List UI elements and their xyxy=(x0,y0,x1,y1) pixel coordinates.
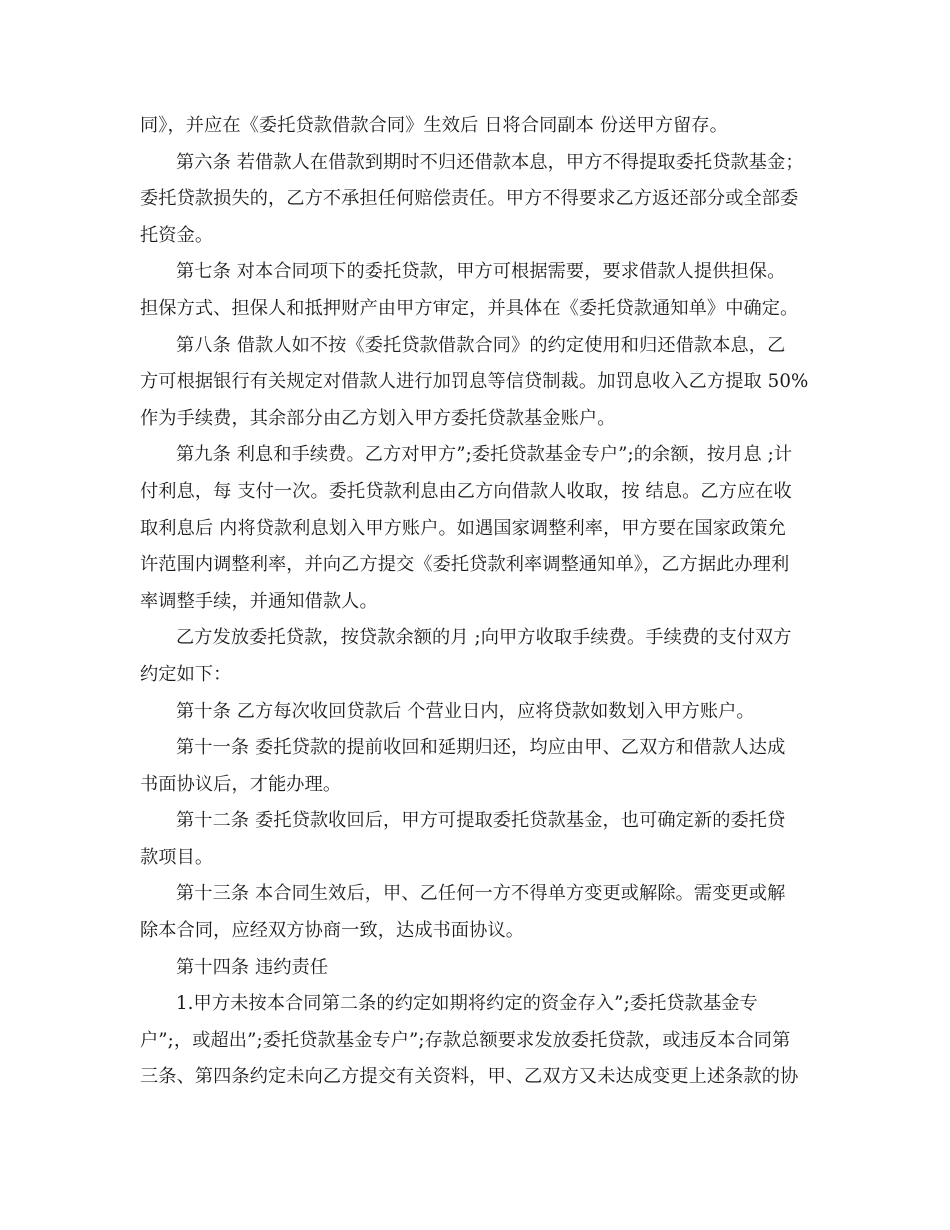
text-line: 担保方式、担保人和抵押财产由甲方审定，并具体在《委托贷款通知单》中确定。 xyxy=(140,297,799,319)
contract-body xyxy=(140,108,812,1096)
text-line: 户”;，或超出”;委托贷款基金专户”;存款总额要求发放委托贷款，或违反本合同第 xyxy=(140,1029,791,1051)
text-line: 方可根据银行有关规定对借款人进行加罚息等信贷制裁。加罚息收入乙方提取 50% xyxy=(140,371,809,393)
text-line: 同》，并应在《委托贷款借款合同》生效后 日将合同副本 份送甲方留存。 xyxy=(140,115,728,136)
text-line: 约定如下： xyxy=(140,663,232,685)
text-line: 取利息后 内将贷款利息划入甲方账户。如遇国家调整利率，甲方要在国家政策允 xyxy=(140,517,786,539)
text-line: 许范围内调整利率，并向乙方提交《委托贷款利率调整通知单》，乙方据此办理利 xyxy=(140,554,790,576)
text-line: 第十三条 本合同生效后，甲、乙任何一方不得单方变更或解除。需变更或解 xyxy=(176,883,786,905)
text-line: 率调整手续，并通知借款人。 xyxy=(140,590,378,612)
text-line: 委托贷款损失的，乙方不承担任何赔偿责任。甲方不得要求乙方返还部分或全部委 xyxy=(140,188,799,210)
text-line: 第八条 借款人如不按《委托贷款借款合同》的约定使用和归还借款本息，乙 xyxy=(176,334,786,356)
text-line: 第十四条 违约责任 xyxy=(176,956,329,978)
text-line: 1.甲方未按本合同第二条的约定如期将约定的资金存入”;委托贷款基金专 xyxy=(176,993,758,1015)
text-line: 作为手续费，其余部分由乙方划入甲方委托贷款基金账户。 xyxy=(140,407,616,429)
text-line: 第六条 若借款人在借款到期时不归还借款本息，甲方不得提取委托贷款基金； xyxy=(176,151,804,173)
text-line: 第七条 对本合同项下的委托贷款，甲方可根据需要，要求借款人提供担保。 xyxy=(176,261,786,283)
text-line: 第十条 乙方每次收回贷款后 个营业日内，应将贷款如数划入甲方账户。 xyxy=(176,700,755,722)
text-line: 三条、第四条约定未向乙方提交有关资料，甲、乙双方又未达成变更上述条款的协 xyxy=(140,1066,799,1088)
text-line: 托资金。 xyxy=(140,224,214,246)
text-line: 款项目。 xyxy=(140,846,214,868)
text-line: 乙方发放委托贷款，按贷款余额的月 ;向甲方收取手续费。手续费的支付双方 xyxy=(176,627,792,649)
text-line: 书面协议后，才能办理。 xyxy=(140,773,342,795)
text-line: 第十二条 委托贷款收回后，甲方可提取委托贷款基金，也可确定新的委托贷 xyxy=(176,810,786,832)
text-line: 除本合同，应经双方协商一致，达成书面协议。 xyxy=(140,920,525,942)
text-line: 付利息，每 支付一次。委托贷款利息由乙方向借款人收取，按 结息。乙方应在收 xyxy=(140,480,792,502)
text-line: 第十一条 委托贷款的提前收回和延期归还，均应由甲、乙双方和借款人达成 xyxy=(176,737,786,759)
text-line: 第九条 利息和手续费。乙方对甲方”;委托贷款基金专户”;的余额，按月息 ;计 xyxy=(176,444,793,466)
